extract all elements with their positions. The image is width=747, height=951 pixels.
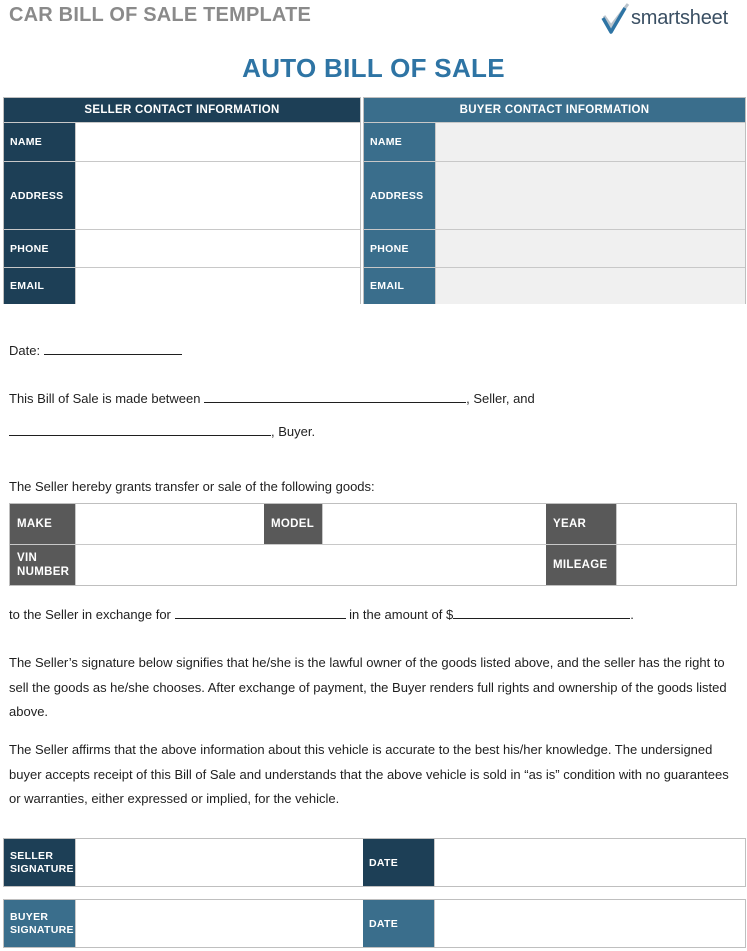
make-label: MAKE — [10, 504, 75, 544]
vin-label — [10, 545, 75, 585]
page-title: AUTO BILL OF SALE — [242, 53, 505, 83]
document-header — [0, 0, 747, 40]
buyer-date-label: DATE — [363, 900, 434, 947]
buyer-email-field[interactable] — [435, 268, 745, 304]
grant-line: The Seller hereby grants transfer or sale of the following goods: — [9, 479, 375, 494]
brand-name: smartsheet — [631, 7, 728, 29]
buyer-name-label: NAME — [364, 123, 435, 161]
checkmark-logo-icon — [601, 2, 631, 36]
seller-contact-table — [3, 97, 361, 304]
buyer-name-field[interactable] — [435, 123, 745, 161]
seller-email-field[interactable] — [75, 268, 360, 304]
seller-email-label: EMAIL — [4, 268, 75, 304]
seller-phone-field[interactable] — [75, 230, 360, 267]
vin-field[interactable] — [75, 545, 546, 585]
year-label: YEAR — [546, 504, 616, 544]
amount-blank[interactable] — [453, 607, 630, 619]
make-field[interactable] — [75, 504, 264, 544]
buyer-name-row — [364, 122, 745, 161]
date-line — [9, 343, 182, 358]
year-field[interactable] — [616, 504, 736, 544]
buyer-line — [9, 424, 315, 439]
seller-date-field[interactable] — [434, 839, 745, 886]
buyer-address-row — [364, 161, 745, 229]
buyer-phone-label: PHONE — [364, 230, 435, 267]
seller-name-label: NAME — [4, 123, 75, 161]
seller-date-label: DATE — [363, 839, 434, 886]
buyer-phone-row — [364, 229, 745, 267]
seller-phone-row — [4, 229, 360, 267]
between-suffix: , Seller, and — [466, 391, 535, 406]
exchange-blank[interactable] — [175, 607, 346, 619]
goods-table — [9, 503, 737, 586]
seller-signature-row — [3, 838, 746, 887]
template-title: CAR BILL OF SALE TEMPLATE — [9, 4, 312, 26]
seller-name-blank[interactable] — [204, 391, 466, 403]
seller-name-row — [4, 122, 360, 161]
buyer-suffix: , Buyer. — [271, 424, 316, 439]
exchange-line — [9, 607, 634, 622]
seller-address-label: ADDRESS — [4, 162, 75, 229]
smartsheet-logo — [601, 2, 746, 36]
buyer-table-heading: BUYER CONTACT INFORMATION — [364, 98, 745, 122]
buyer-signature-row — [3, 899, 746, 948]
buyer-signature-label: BUYER SIGNATURE — [4, 900, 75, 947]
seller-phone-label: PHONE — [4, 230, 75, 267]
seller-signature-field[interactable] — [75, 839, 363, 886]
buyer-signature-field[interactable] — [75, 900, 363, 947]
affirmation-paragraph: The Seller affirms that the above information about this vehicle is accurate to the best his/her knowledge. The undersigned buyer accepts receipt of this Bill of Sale and understands that the above vehicle is sold in “as is” condition with no guarantees or warranties, either expressed or implied, for the vehicle. — [9, 742, 729, 806]
seller-address-row — [4, 161, 360, 229]
vin-label-text: VIN NUMBER — [17, 552, 70, 578]
ownership-paragraph: The Seller’s signature below signifies that he/she is the lawful owner of the goods listed above, and the seller has the right to sell the goods as he/she chooses. After exchange of payment, the Buyer renders full rights and ownership of the goods listed above. — [9, 655, 727, 719]
model-field[interactable] — [322, 504, 546, 544]
buyer-contact-table — [363, 97, 746, 304]
mileage-field[interactable] — [616, 545, 736, 585]
model-label: MODEL — [264, 504, 322, 544]
buyer-email-row — [364, 267, 745, 304]
exchange-middle: in the amount of $ — [349, 607, 454, 622]
buyer-address-field[interactable] — [435, 162, 745, 229]
seller-email-row — [4, 267, 360, 304]
buyer-email-label: EMAIL — [364, 268, 435, 304]
buyer-phone-field[interactable] — [435, 230, 745, 267]
buyer-name-blank[interactable] — [9, 424, 271, 436]
buyer-address-label: ADDRESS — [364, 162, 435, 229]
seller-address-field[interactable] — [75, 162, 360, 229]
mileage-label: MILEAGE — [546, 545, 616, 585]
date-label: Date: — [9, 343, 41, 358]
seller-table-heading: SELLER CONTACT INFORMATION — [4, 98, 360, 122]
between-prefix: This Bill of Sale is made between — [9, 391, 201, 406]
seller-signature-label: SELLER SIGNATURE — [4, 839, 75, 886]
seller-name-field[interactable] — [75, 123, 360, 161]
exchange-suffix: . — [630, 607, 634, 622]
exchange-prefix: to the Seller in exchange for — [9, 607, 171, 622]
between-line — [9, 391, 535, 406]
buyer-date-field[interactable] — [434, 900, 745, 947]
date-blank[interactable] — [44, 343, 182, 355]
